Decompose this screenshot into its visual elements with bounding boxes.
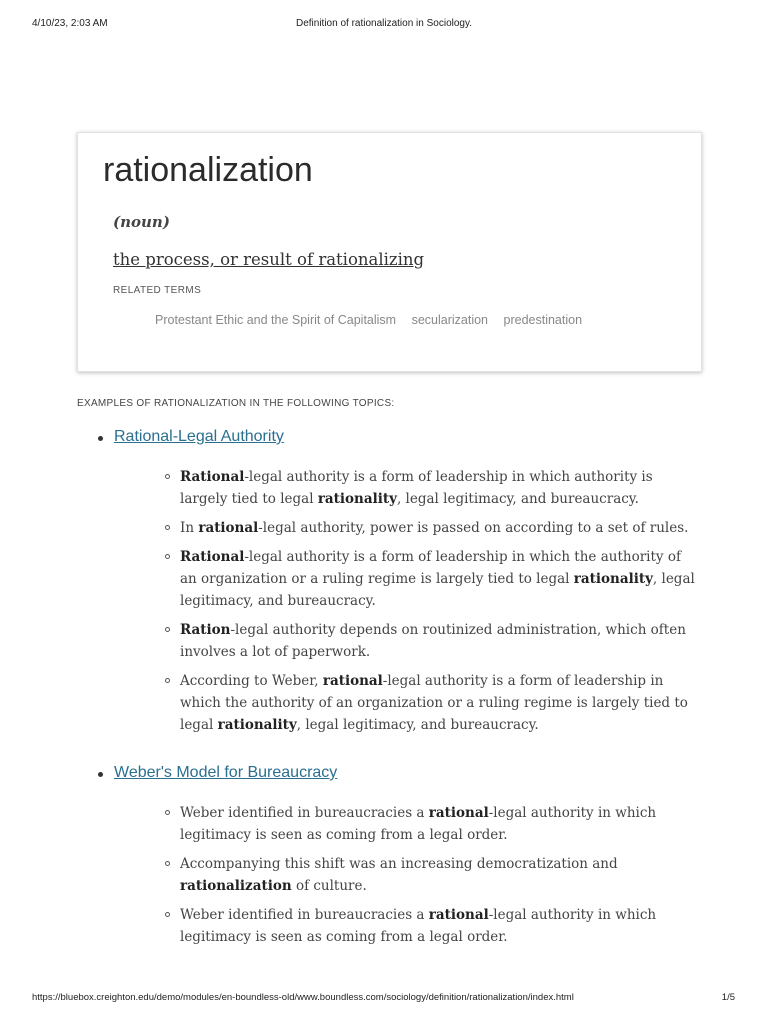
page-number: 1/5 xyxy=(721,992,735,1003)
example-text: -legal authority is a form of leadership in which the authority of an organization or a ruling regime is largely tied to legal xyxy=(180,673,688,733)
topic-link[interactable]: Rational-Legal Authority xyxy=(114,428,284,445)
example-text: In xyxy=(180,520,199,536)
example-text: According to Weber, xyxy=(180,673,323,689)
related-terms-list xyxy=(155,313,594,327)
print-datetime: 4/10/23, 2:03 AM xyxy=(32,18,108,29)
example-text: , legal legitimacy, and bureaucracy. xyxy=(396,491,639,507)
part-of-speech: (noun) xyxy=(113,213,170,231)
highlighted-term: rational xyxy=(198,520,259,536)
example-text: , legal legitimacy, and bureaucracy. xyxy=(296,717,539,733)
example-item xyxy=(98,546,700,612)
example-text: Weber identified in bureaucracies a xyxy=(180,805,429,821)
examples-heading: EXAMPLES OF RATIONALIZATION IN THE FOLLOWING TOPICS: xyxy=(77,398,395,409)
example-item xyxy=(98,853,700,897)
highlighted-term: rationality xyxy=(217,717,297,733)
example-item xyxy=(98,802,700,846)
example-text: -legal authority is a form of leadership in which authority is largely tied to legal xyxy=(180,469,653,507)
highlighted-term: Rational xyxy=(180,469,245,485)
related-term-link[interactable]: secularization xyxy=(411,313,489,327)
related-term-link[interactable]: Protestant Ethic and the Spirit of Capitalism xyxy=(155,313,397,327)
example-item xyxy=(98,670,700,736)
example-text: -legal authority in which legitimacy is seen as coming from a legal order. xyxy=(180,805,657,843)
example-text: -legal authority in which legitimacy is seen as coming from a legal order. xyxy=(180,907,657,945)
topic-title xyxy=(98,428,708,446)
example-item xyxy=(98,904,700,948)
print-header xyxy=(0,18,768,32)
example-text: -legal authority depends on routinized administration, which often involves a lot of paperwork. xyxy=(180,622,686,660)
page-url: https://bluebox.creighton.edu/demo/modules/en-boundless-old/www.boundless.com/sociology/definition/rationalization/index.html xyxy=(32,992,574,1003)
topic-section xyxy=(98,764,708,955)
example-list xyxy=(98,802,708,948)
highlighted-term: rational xyxy=(428,907,489,923)
highlighted-term: rationality xyxy=(317,491,397,507)
example-text: Accompanying this shift was an increasing democratization and xyxy=(180,856,618,872)
example-text: -legal authority, power is passed on according to a set of rules. xyxy=(258,520,689,536)
highlighted-term: rational xyxy=(428,805,489,821)
topic-title xyxy=(98,764,708,782)
example-text: , legal legitimacy, and bureaucracy. xyxy=(180,571,695,609)
highlighted-term: rationality xyxy=(573,571,653,587)
topic-link[interactable]: Weber's Model for Bureaucracy xyxy=(114,764,338,781)
example-list xyxy=(98,466,708,736)
example-text: -legal authority is a form of leadership in which the authority of an organization or a ruling regime is largely tied to legal xyxy=(180,549,681,587)
highlighted-term: rational xyxy=(322,673,383,689)
related-terms-label: RELATED TERMS xyxy=(113,285,202,296)
highlighted-term: Rational xyxy=(180,549,245,565)
definition-card xyxy=(77,132,702,372)
definition-text: the process, or result of rationalizing xyxy=(113,250,425,269)
example-item xyxy=(98,466,700,510)
term-heading: rationalization xyxy=(103,151,313,189)
example-text: of culture. xyxy=(291,878,367,894)
related-term-link[interactable]: predestination xyxy=(503,313,583,327)
topic-section xyxy=(98,428,708,743)
highlighted-term: Ration xyxy=(180,622,231,638)
example-text: Weber identified in bureaucracies a xyxy=(180,907,429,923)
print-page-title: Definition of rationalization in Sociology. xyxy=(295,18,473,29)
example-item xyxy=(98,517,700,539)
example-item xyxy=(98,619,700,663)
highlighted-term: rationalization xyxy=(180,878,292,894)
